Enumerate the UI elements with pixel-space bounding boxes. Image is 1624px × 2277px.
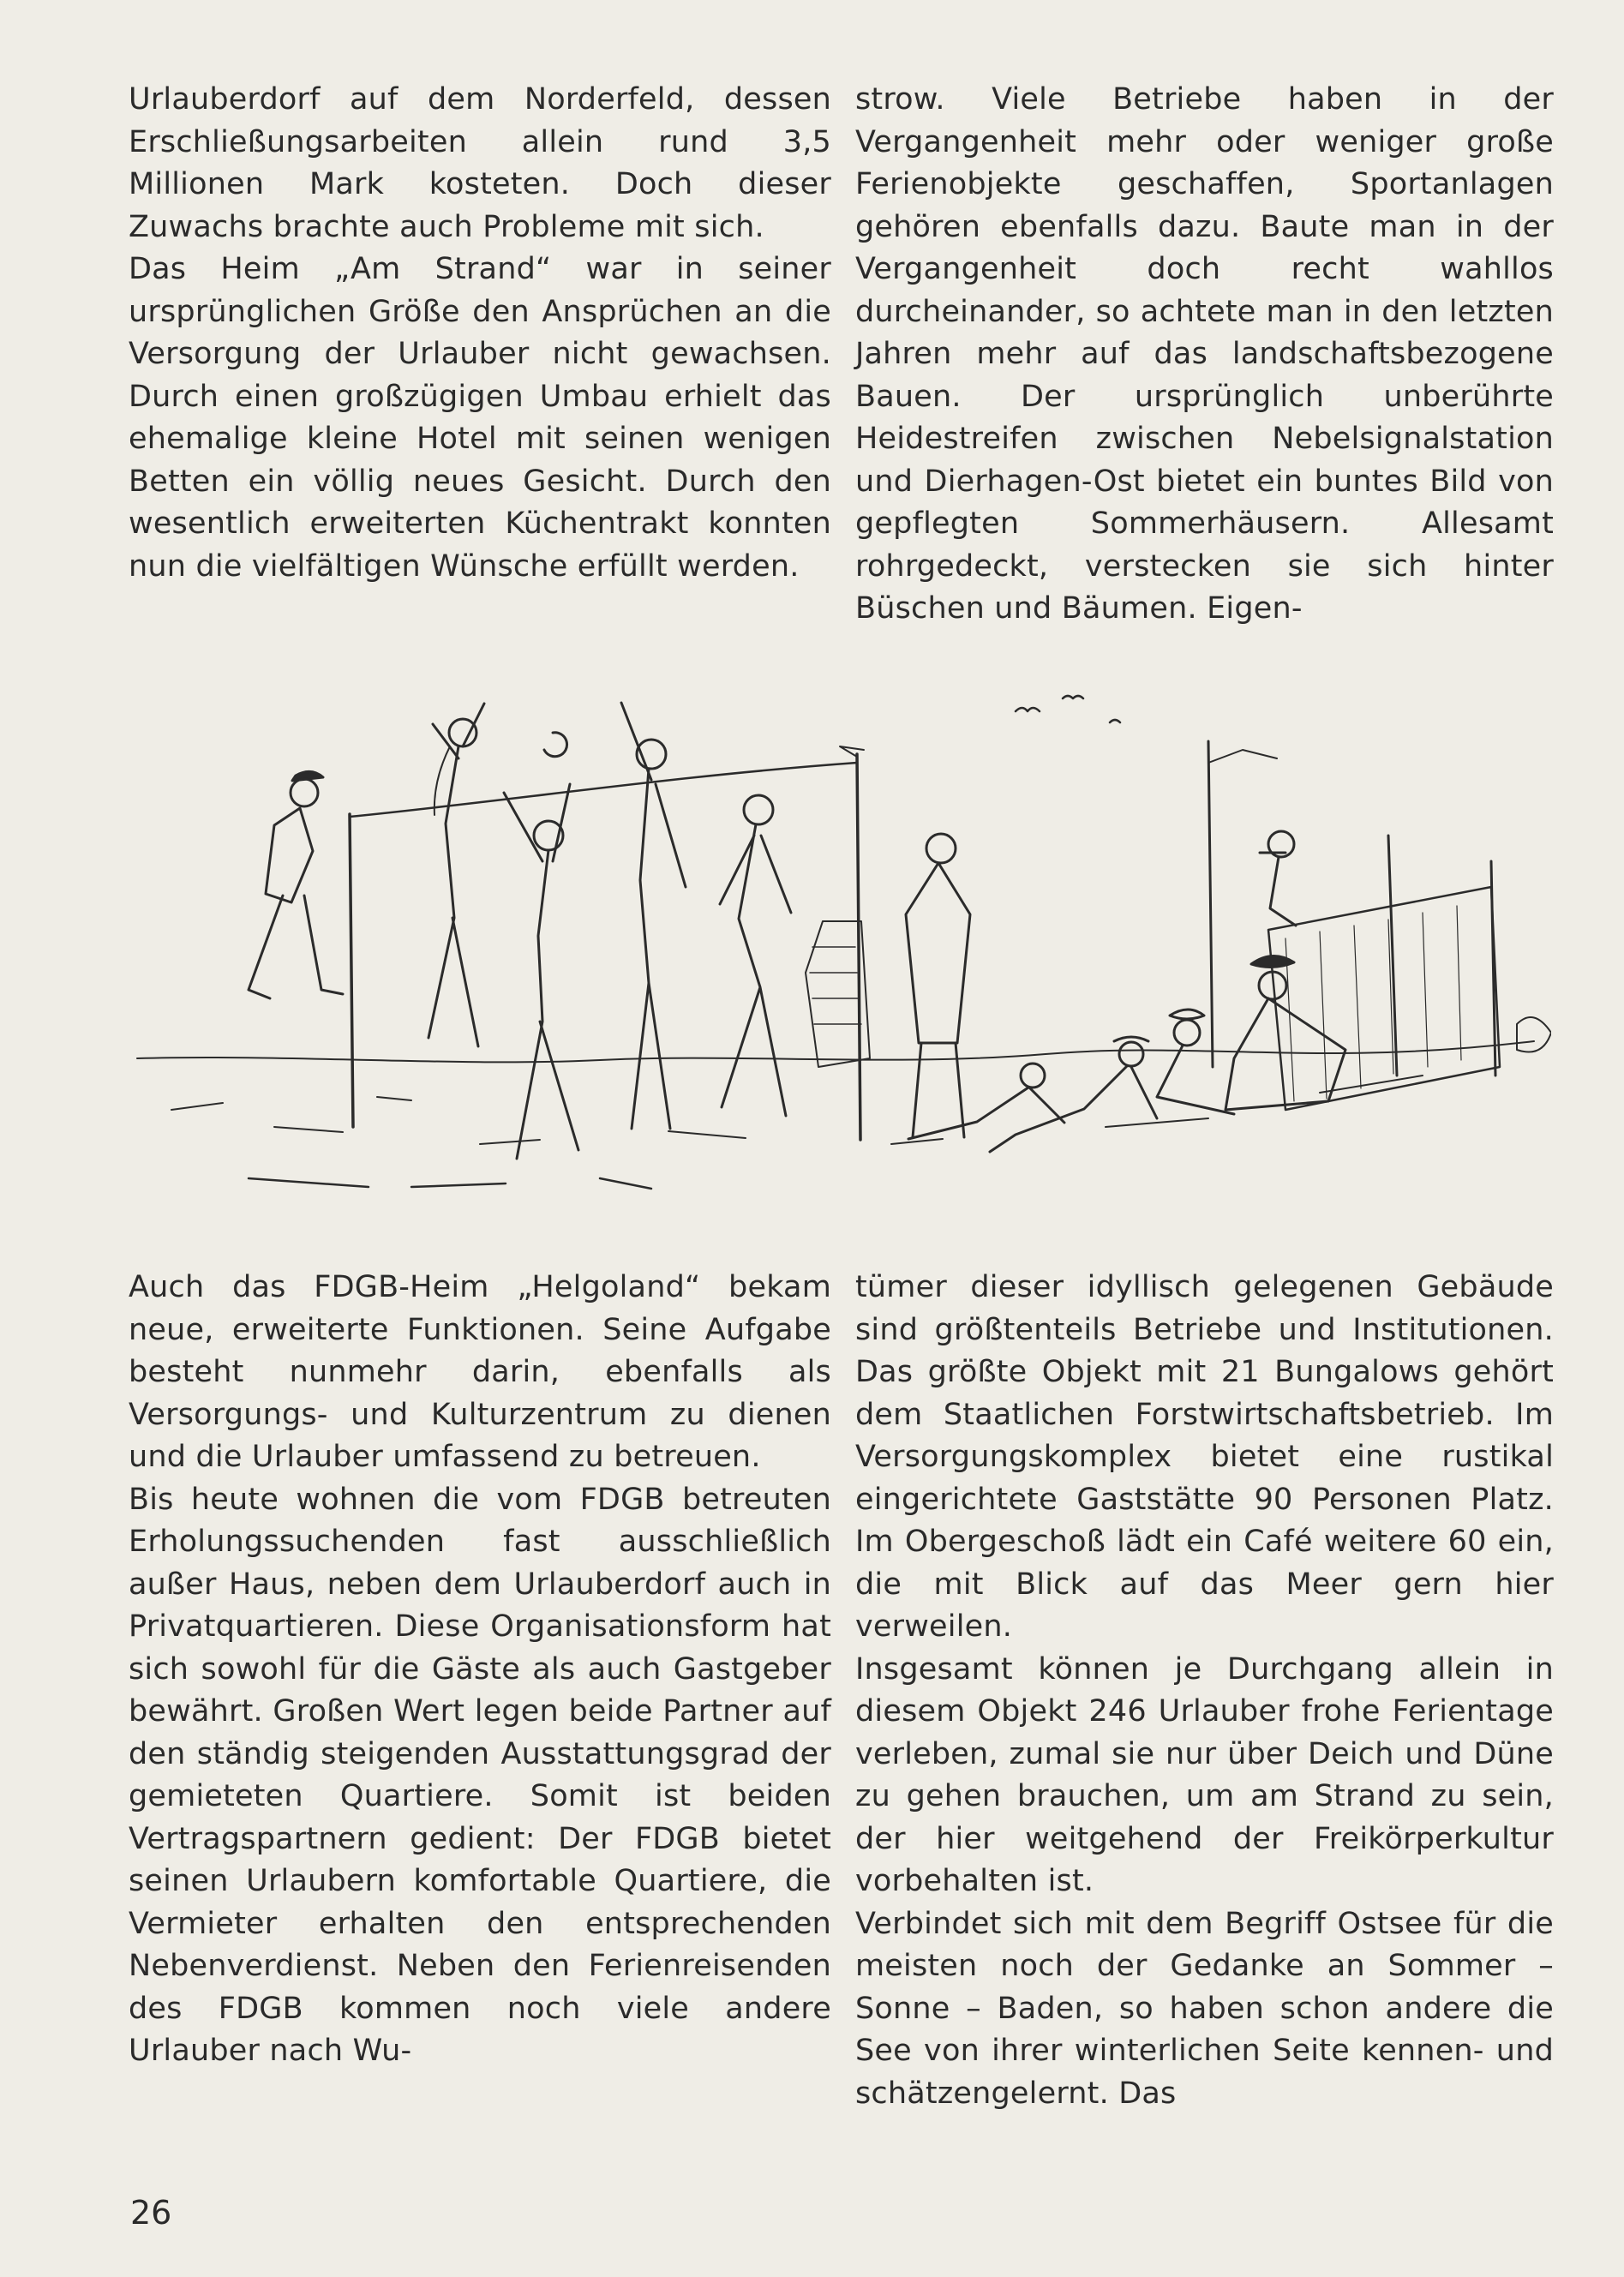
paragraph: strow. Viele Betriebe haben in der Vergangenheit mehr oder weniger große Ferienobjekte geschaffen, Sportanlagen gehören ebenfalls dazu. Baute man in der Vergangenheit doch recht wahllos durcheinander, so achtete man in den letzten Jahren mehr auf das landschaftsbezogene Bauen. Der ursprünglich unberührte Heidestreifen zwischen Nebelsignalstation und Dierhagen-Ost bietet ein buntes Bild von gepflegten Sommerhäusern. Allesamt rohrgedeckt, verstecken sie sich hinter Büschen und Bäumen. Eigen- [855, 82, 1554, 626]
paragraph: Insgesamt können je Durchgang allein in diesem Objekt 246 Urlauber frohe Ferientage verleben, zumal sie nur über Deich und Düne zu gehen brauchen, um am Strand zu sein, der hier weitgehend der Freikörperkultur vorbehalten ist. [855, 1651, 1554, 1898]
text-column-left-bottom [129, 1267, 831, 2073]
paragraph: Bis heute wohnen die vom FDGB betreuten Erholungssuchenden fast ausschließlich außer Haus, neben dem Urlauberdorf auch in Privatquartieren. Diese Organisationsform hat sich sowohl für die Gäste als auch Gastgeber bewährt. Großen Wert legen beide Partner auf den ständig steigenden Ausstattungsgrad der gemieteten Quartiere. Somit ist beiden Vertragspartnern gedient: Der FDGB bietet seinen Urlaubern komfortable Quartiere, die Vermieter erhalten den entsprechenden Nebenverdienst. Neben den Ferienreisenden des FDGB kommen noch viele andere Urlauber nach Wu- [129, 1482, 831, 2068]
paragraph: Auch das FDGB-Heim „Helgoland“ bekam neue, erweiterte Funktionen. Seine Aufgabe besteht nunmehr darin, ebenfalls als Versorgungs- und Kulturzentrum zu dienen und die Urlauber umfassend zu betreuen. [129, 1270, 831, 1474]
paragraph: Verbindet sich mit dem Begriff Ostsee für die meisten noch der Gedanke an Sommer – Sonne – Baden, so haben schon andere die See von ihrer winterlichen Seite kennen- und schätzengelernt. Das [855, 1906, 1554, 2111]
paragraph: Das Heim „Am Strand“ war in seiner ursprünglichen Größe den Ansprüchen an die Versorgung der Urlauber nicht gewachsen. Durch einen großzügigen Umbau erhielt das ehemalige kleine Hotel mit seinen wenigen Betten ein völlig neues Gesicht. Durch den wesentlich erweiterten Küchentrakt konnten nun die vielfältigen Wünsche erfüllt werden. [129, 252, 831, 584]
text-column-right-top [855, 79, 1554, 631]
text-column-right-bottom [855, 1267, 1554, 2115]
paragraph: Urlauberdorf auf dem Norderfeld, dessen Erschließungsarbeiten allein rund 3,5 Millionen Mark kosteten. Doch dieser Zuwachs brachte auch Probleme mit sich. [129, 82, 831, 244]
text-column-left-top [129, 79, 831, 588]
beach-volleyball-sketch [120, 664, 1551, 1230]
page-number: 26 [130, 2194, 172, 2232]
paragraph: tümer dieser idyllisch gelegenen Gebäude sind größtenteils Betriebe und Institutionen. Das größte Objekt mit 21 Bungalows gehört dem Staatlichen Forstwirtschaftsbetrieb. Im Versorgungskomplex bietet eine rustikal eingerichtete Gaststätte 90 Personen Platz. Im Obergeschoß lädt ein Café weitere 60 ein, die mit Blick auf das Meer gern hier verweilen. [855, 1270, 1554, 1644]
